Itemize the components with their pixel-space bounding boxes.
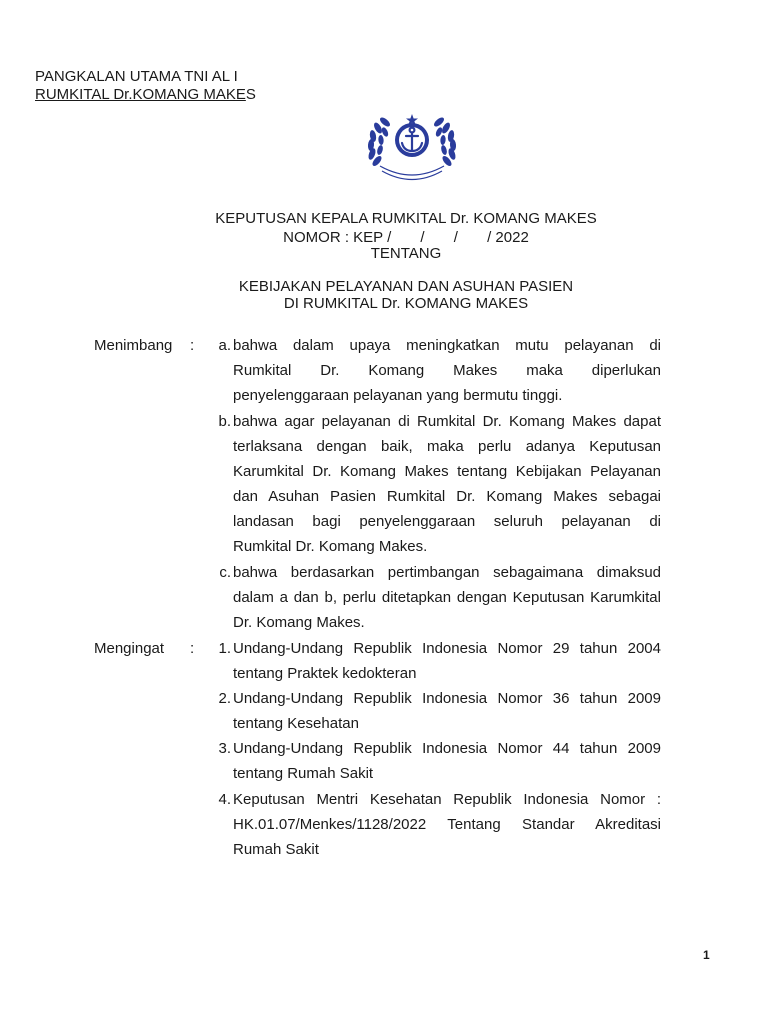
mengingat-item-3-number: 3. bbox=[218, 740, 231, 757]
menimbang-item-b-line-4: dan Asuhan Pasien Rumkital Dr. Komang Makes sebagai bbox=[233, 488, 661, 505]
mengingat-item-1-number: 1. bbox=[218, 640, 231, 657]
menimbang-item-b bbox=[233, 409, 661, 559]
menimbang-colon: : bbox=[190, 337, 195, 354]
mengingat-item-2-line-2: tentang Kesehatan bbox=[233, 715, 359, 732]
mengingat-item-4-line-1: Keputusan Mentri Kesehatan Republik Indonesia Nomor : bbox=[233, 791, 661, 808]
menimbang-item-a-line-1: bahwa dalam upaya meningkatkan mutu pelayanan di bbox=[233, 337, 661, 354]
menimbang-item-b-line-2: terlaksana dengan baik, maka perlu adanya Keputusan bbox=[233, 438, 661, 455]
letterhead bbox=[35, 68, 256, 104]
menimbang-item-c bbox=[233, 560, 661, 635]
menimbang-label: Menimbang bbox=[94, 337, 173, 354]
mengingat-item-1-line-2: tentang Praktek kedokteran bbox=[233, 665, 417, 682]
decree-title: KEPUTUSAN KEPALA RUMKITAL Dr. KOMANG MAKES bbox=[215, 210, 597, 227]
menimbang-item-a-line-3: penyelenggaraan pelayanan yang bermutu tinggi. bbox=[233, 387, 563, 404]
letterhead-line-2 bbox=[35, 86, 256, 104]
menimbang-item-b-line-6: Rumkital Dr. Komang Makes. bbox=[233, 538, 428, 555]
page-number: 1 bbox=[703, 948, 710, 962]
decree-number: NOMOR : KEP / / / / 2022 bbox=[283, 229, 529, 246]
navy-anchor-seal-icon bbox=[358, 112, 466, 182]
mengingat-item-4-number: 4. bbox=[218, 791, 231, 808]
mengingat-item-2-number: 2. bbox=[218, 690, 231, 707]
mengingat-item-2-line-1: Undang-Undang Republik Indonesia Nomor 36 tahun 2009 bbox=[233, 690, 661, 707]
decree-tentang: TENTANG bbox=[370, 245, 442, 262]
mengingat-item-1 bbox=[233, 636, 661, 686]
menimbang-item-a-line-2: Rumkital Dr. Komang Makes maka diperlukan bbox=[233, 362, 661, 379]
mengingat-item-2 bbox=[233, 686, 661, 736]
mengingat-item-4 bbox=[233, 787, 661, 862]
menimbang-item-b-line-3: Karumkital Dr. Komang Makes tentang Kebijakan Pelayanan bbox=[233, 463, 661, 480]
mengingat-colon: : bbox=[190, 640, 195, 657]
menimbang-item-c-number: c. bbox=[219, 564, 231, 581]
mengingat-item-4-line-3: Rumah Sakit bbox=[233, 841, 319, 858]
menimbang-item-b-line-5: landasan bagi penyelenggaraan seluruh pelayanan di bbox=[233, 513, 661, 530]
menimbang-item-c-line-3: Dr. Komang Makes. bbox=[233, 614, 365, 631]
menimbang-item-b-number: b. bbox=[218, 413, 231, 430]
menimbang-item-c-line-1: bahwa berdasarkan pertimbangan sebagaimana dimaksud bbox=[233, 564, 661, 581]
menimbang-item-b-line-1: bahwa agar pelayanan di Rumkital Dr. Komang Makes dapat bbox=[233, 413, 661, 430]
mengingat-item-4-line-2: HK.01.07/Menkes/1128/2022 Tentang Standar Akreditasi bbox=[233, 816, 661, 833]
letterhead-line-2-tail: S bbox=[245, 86, 256, 103]
mengingat-item-1-line-1: Undang-Undang Republik Indonesia Nomor 29 tahun 2004 bbox=[233, 640, 661, 657]
letterhead-line-2-underlined: RUMKITAL Dr.KOMANG MAKE bbox=[35, 86, 246, 103]
decree-subject-line-1: KEBIJAKAN PELAYANAN DAN ASUHAN PASIEN bbox=[238, 278, 574, 295]
menimbang-item-a bbox=[233, 333, 661, 408]
letterhead-line-1: PANGKALAN UTAMA TNI AL I bbox=[35, 68, 238, 85]
decree-subject-line-2: DI RUMKITAL Dr. KOMANG MAKES bbox=[283, 295, 529, 312]
menimbang-item-a-number: a. bbox=[218, 337, 231, 354]
menimbang-item-c-line-2: dalam a dan b, perlu ditetapkan dengan Keputusan Karumkital bbox=[233, 589, 661, 606]
mengingat-item-3-line-2: tentang Rumah Sakit bbox=[233, 765, 374, 782]
mengingat-item-3-line-1: Undang-Undang Republik Indonesia Nomor 44 tahun 2009 bbox=[233, 740, 661, 757]
mengingat-label: Mengingat bbox=[94, 640, 165, 657]
mengingat-item-3 bbox=[233, 736, 661, 786]
